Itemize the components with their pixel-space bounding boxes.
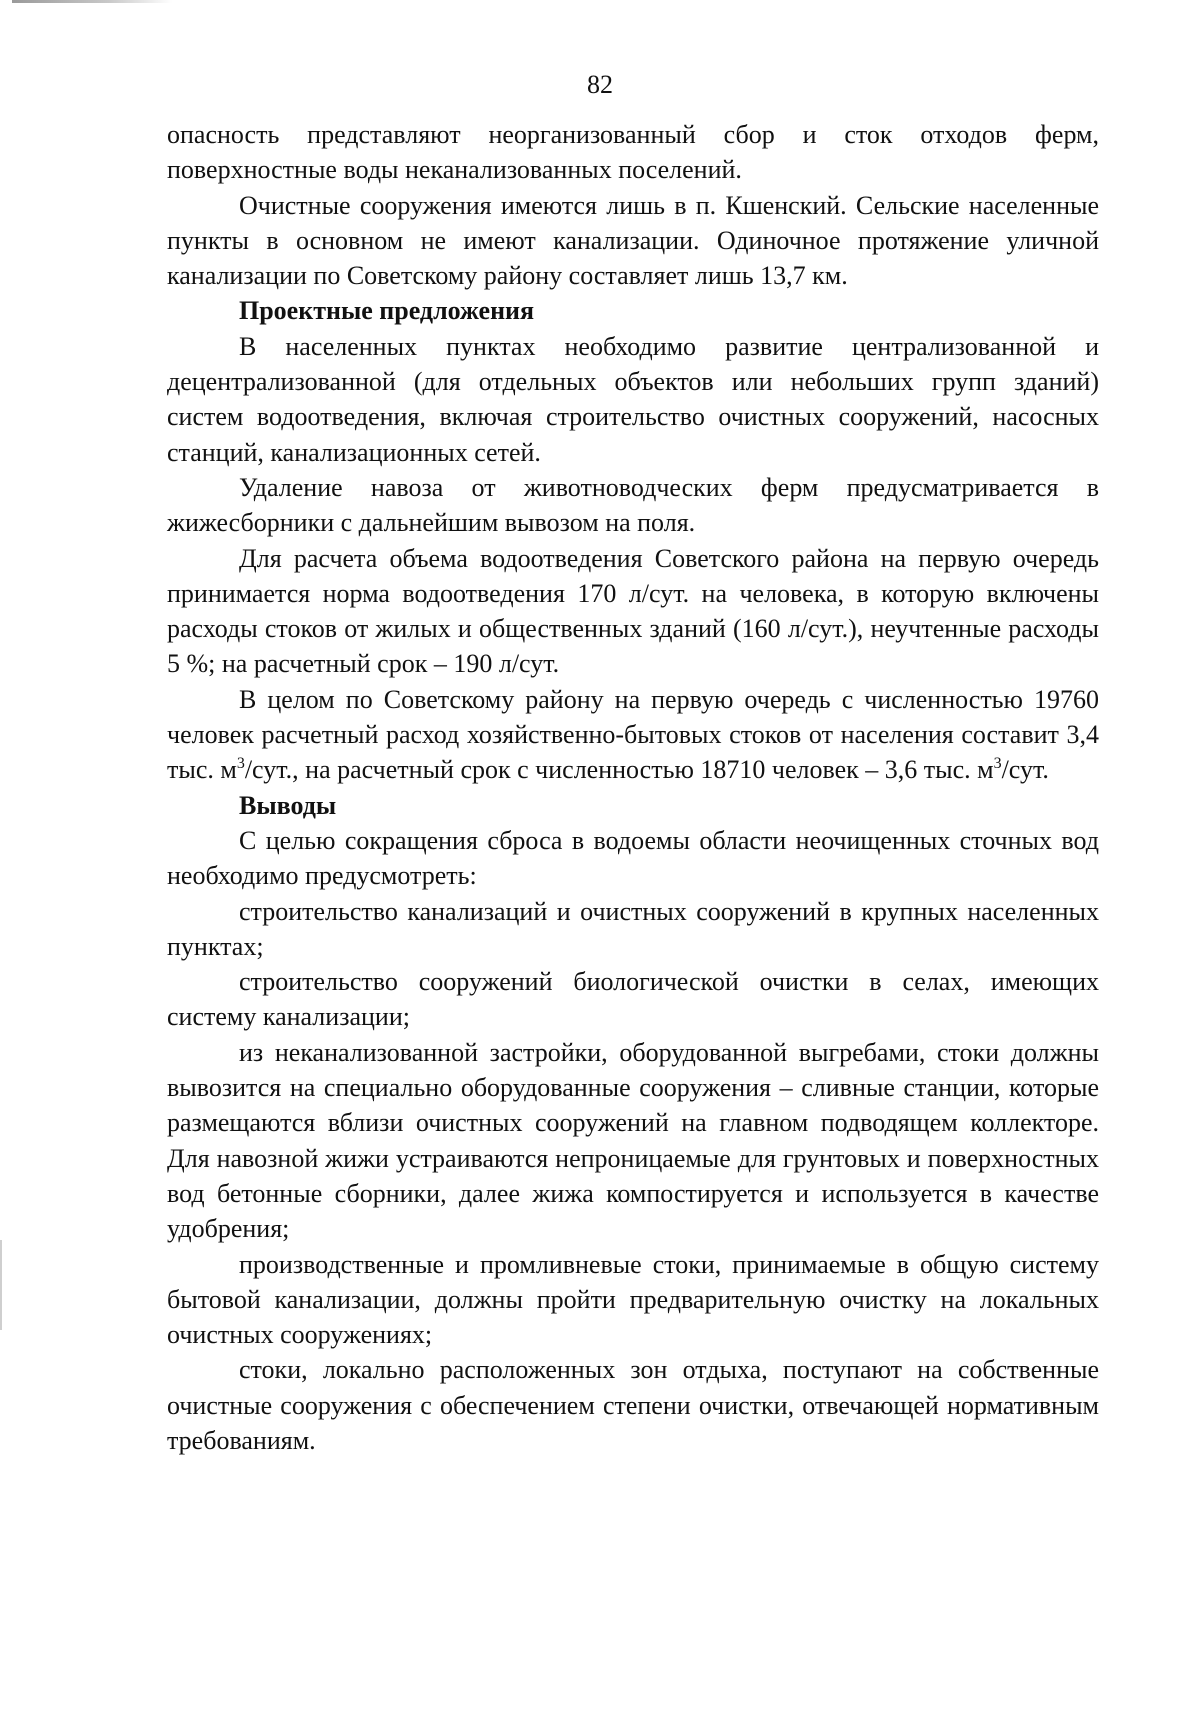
list-item-biological-treatment: строительство сооружений биологической очистки в селах, имеющих систему канализации;	[167, 967, 1099, 1032]
list-item-cesspool-export: из неканализованной застройки, оборудованной выгребами, стоки должны вывозится на специально оборудованные сооружения – сливные станции, которые размещаются вблизи очистных сооружений на главном подводящем коллекторе. Для навозной жижи устраиваются непроницаемые для грунтовых и поверхностных вод бетонные сборники, далее жижа компостируется и используется в качестве удобрения;	[167, 1037, 1099, 1244]
volume-text-b: /сут., на расчетный срок с численностью 18710 человек – 3,6 тыс. м	[244, 755, 994, 785]
volume-text-a: В целом по Советскому району на первую очередь с численностью 19760 человек расчетный расход хозяйственно-бытовых стоков от населения составит 3,4 тыс. м	[167, 684, 1099, 785]
paragraph-wastewater-norm: Для расчета объема водоотведения Советского района на первую очередь принимается норма водоотведения 170 л/сут. на человека, в которую включены расходы стоков от жилых и общественных зданий (160 л/сут.), неучтенные расходы 5 %; на расчетный срок – 190 л/сут.	[167, 543, 1099, 679]
paragraph-manure-removal: Удаление навоза от животноводческих ферм предусматривается в жижесборники с дальнейшим вывозом на поля.	[167, 472, 1099, 538]
superscript-cubic-2: 3	[993, 755, 1002, 773]
paragraph-conclusions-intro: С целью сокращения сброса в водоемы области неочищенных сточных вод необходимо предусмотреть:	[167, 825, 1099, 891]
list-item-industrial-runoff: производственные и промливневые стоки, принимаемые в общую систему бытовой канализации, должны пройти предварительную очистку на локальных очистных сооружениях;	[167, 1249, 1099, 1350]
section-heading-proposals: Проектные предложения	[239, 296, 535, 326]
paragraph-wastewater-volume	[167, 682, 1099, 788]
document-body	[167, 117, 1099, 1458]
scan-edge-artifact	[0, 1240, 2, 1330]
scan-artifact	[12, 0, 172, 3]
list-item-sewerage-construction: строительство канализаций и очистных сооружений в крупных населенных пунктах;	[167, 896, 1099, 961]
section-heading-conclusions: Выводы	[239, 790, 337, 820]
paragraph-proposals: В населенных пунктах необходимо развитие централизованной и децентрализованной (для отдельных объектов или небольших групп зданий) систем водоотведения, включая строительство очистных сооружений, насосных станций, канализационных сетей.	[167, 331, 1099, 467]
superscript-cubic: 3	[236, 755, 245, 773]
volume-text-c: /сут.	[1001, 755, 1049, 785]
paragraph-treatment-facilities: Очистные сооружения имеются лишь в п. Кшенский. Сельские населенные пункты в основном не имеют канализации. Одиночное протяжение уличной канализации по Советскому району составляет лишь 13,7 км.	[167, 190, 1099, 291]
list-item-recreation-zones: стоки, локально расположенных зон отдыха, поступают на собственные очистные сооружения с обеспечением степени очистки, отвечающей нормативным требованиям.	[167, 1355, 1099, 1455]
paragraph-continued: опасность представляют неорганизованный сбор и сток отходов ферм, поверхностные воды неканализованных поселений.	[167, 120, 1099, 185]
page-number: 82	[587, 70, 613, 99]
